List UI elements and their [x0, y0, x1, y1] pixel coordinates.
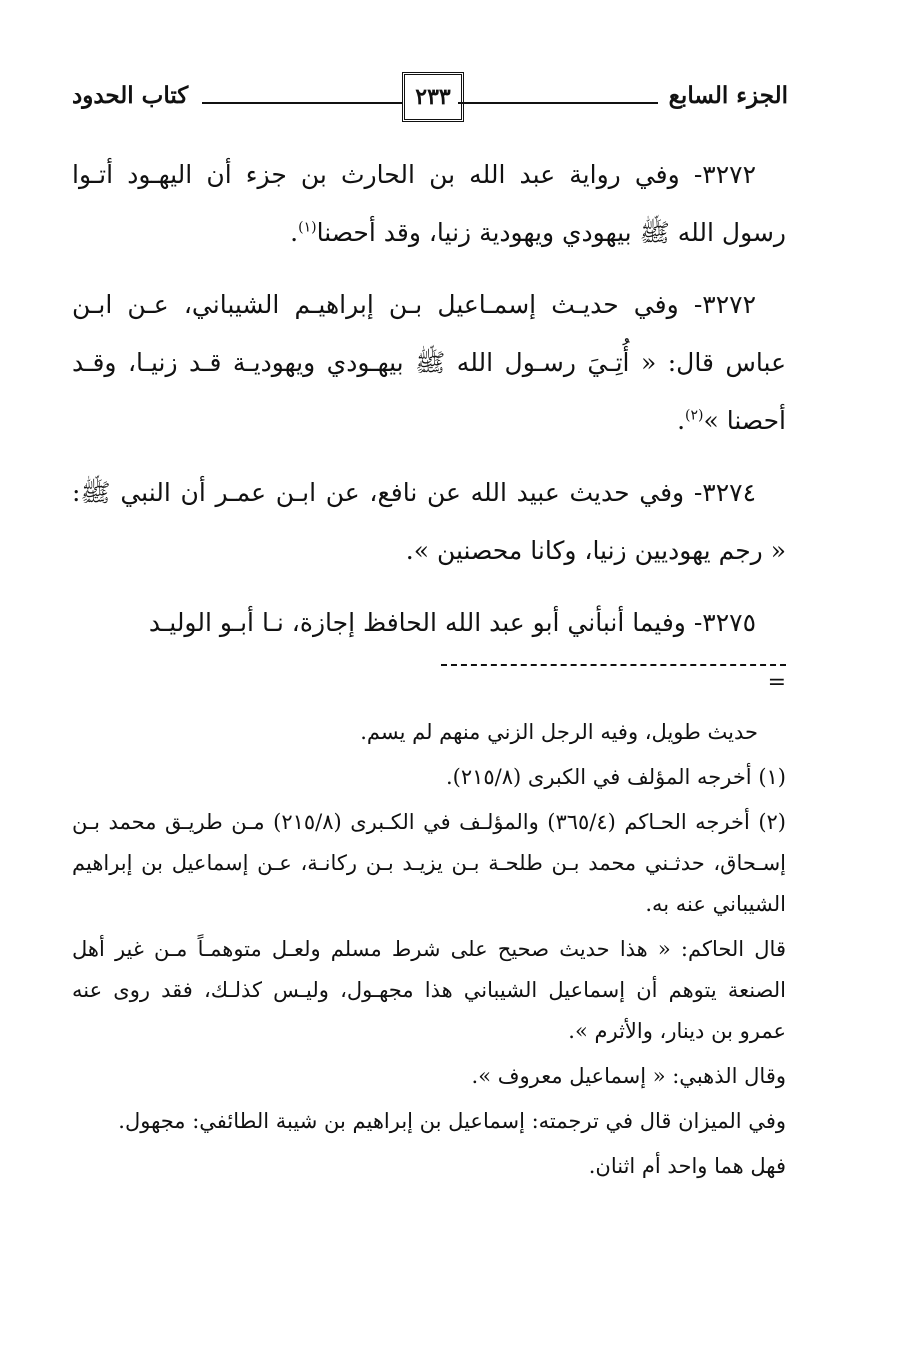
footnote-2: (٢) أخرجه الحـاكم (٣٦٥/٤) والمؤلـف في الكـبرى (٢١٥/٨) مـن طريـق محمد بـن إسـحاق، حدثـني محمد بـن طلحـة بـن يزيـد بـن ركانـة، عـن إسماعيل بن إبراهيم الشيباني عنه به. — [72, 810, 786, 916]
footnote-2-dhahabi: وقال الذهبي: « إسماعيل معروف ». — [471, 1064, 786, 1088]
footnotes — [72, 712, 786, 1191]
page-number: ٢٣٣ — [402, 72, 464, 122]
hadith-paragraph: ٣٢٧٢- وفي حديـث إسمـاعيل بـن إبراهيـم الشيباني، عـن ابـن عباس قال: « أُتِـيَ رسـول الله ﷺ بيهـودي ويهوديـة قـد زنيـا، وقـد أحصنا »$^{(٢)}$. — [72, 290, 786, 435]
book-title: كتاب الحدود — [72, 82, 189, 109]
footnote-2-question: فهل هما واحد أم اثنان. — [588, 1154, 786, 1178]
footnote-ref: (١) — [298, 219, 317, 236]
running-header — [72, 72, 788, 124]
main-text — [72, 146, 786, 652]
footnote-separator — [441, 664, 786, 666]
hadith-paragraph: ٣٢٧٢- وفي رواية عبد الله بن الحارث بن جزء أن اليهـود أتـوا رسول الله ﷺ بيهودي ويهودية زنيا، وقد أحصنا$^{(١)}$. — [72, 160, 786, 247]
footnote-continuation: حديث طويل، وفيه الرجل الزني منهم لم يسم. — [360, 720, 758, 744]
part-title: الجزء السابع — [668, 82, 788, 109]
hadith-paragraph: ٣٢٧٤- وفي حديث عبيد الله عن نافع، عن ابـن عمـر أن النبي ﷺ: « رجم يهوديين زنيا، وكانا محصنين ». — [72, 478, 786, 565]
footnote-2-quote: قال الحاكم: « هذا حديث صحيح على شرط مسلم ولعـل متوهمـاً مـن غير أهل الصنعة يتوهم أن إسماعيل الشيباني هذا مجهـول، وليـس كذلـك، فقد روى عنه عمرو بن دينار، والأثرم ». — [72, 937, 786, 1043]
footnote-ref: (٢) — [685, 407, 704, 424]
footnote-2-mizan: وفي الميزان قال في ترجمته: إسماعيل بن إبراهيم بن شيبة الطائفي: مجهول. — [118, 1109, 786, 1133]
hadith-paragraph: ٣٢٧٥- وفيما أنبأني أبو عبد الله الحافظ إجازة، نـا أبـو الوليـد — [148, 608, 756, 637]
continuation-mark: = — [767, 670, 786, 695]
header-rule-left — [202, 102, 402, 104]
header-rule-right — [458, 102, 658, 104]
footnote-1: (١) أخرجه المؤلف في الكبرى (٢١٥/٨). — [445, 765, 786, 789]
